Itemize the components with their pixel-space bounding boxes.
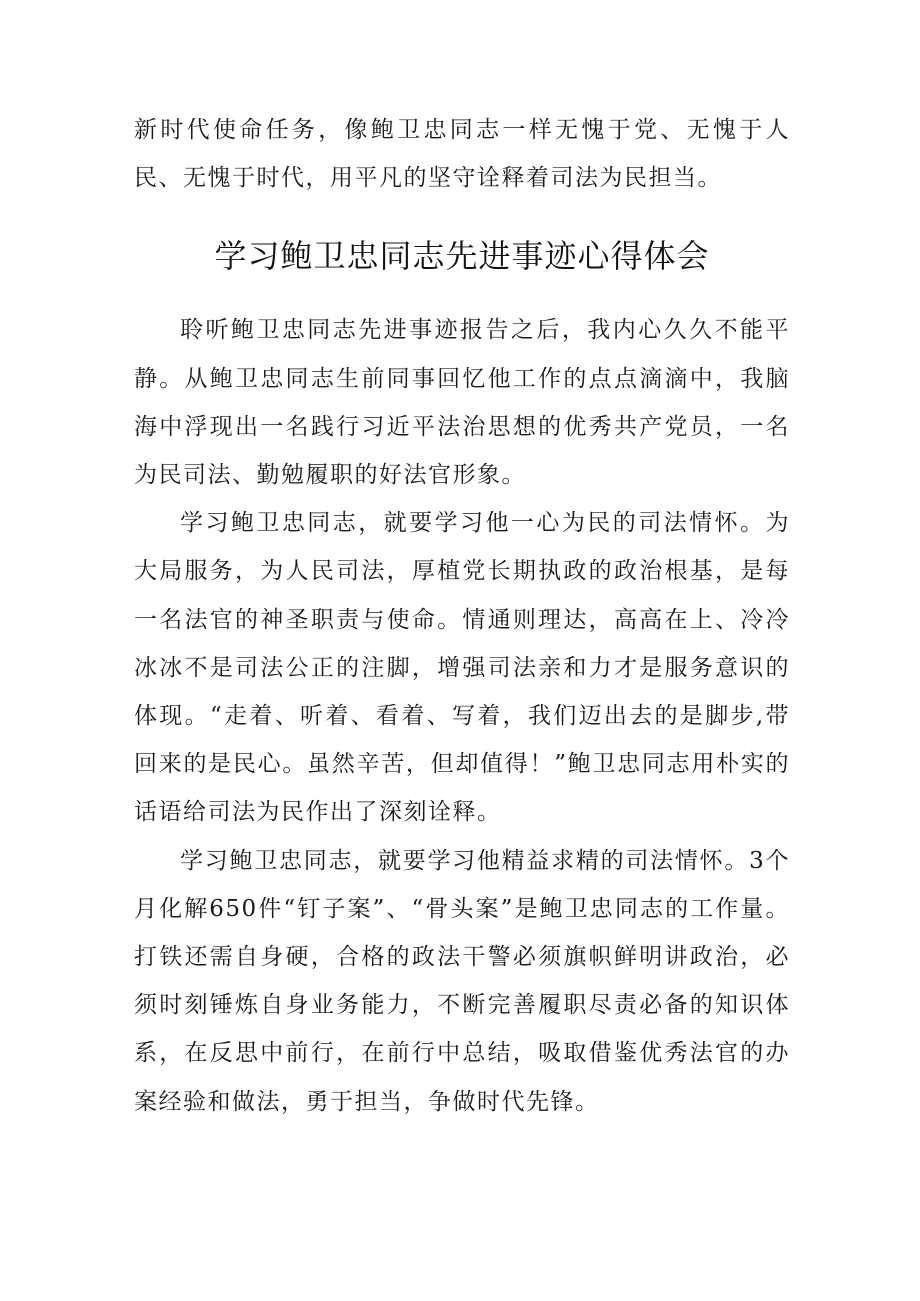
document-body	[134, 106, 790, 1126]
intro-paragraph: 新时代使命任务，像鲍卫忠同志一样无愧于党、无愧于人民、无愧于时代，用平凡的坚守诠释着司法为民担当。	[134, 117, 790, 192]
body-paragraph-1: 聆听鲍卫忠同志先进事迹报告之后，我内心久久不能平静。从鲍卫忠同志生前同事回忆他工作的点点滴滴中，我脑海中浮现出一名践行习近平法治思想的优秀共产党员，一名为民司法、勤勉履职的好法官形象。	[134, 317, 790, 489]
document-title: 学习鲍卫忠同志先进事迹心得体会	[214, 237, 710, 276]
body-paragraph-3: 学习鲍卫忠同志，就要学习他精益求精的司法情怀。3个月化解650件“钉子案”、“骨头案”是鲍卫忠同志的工作量。打铁还需自身硬，合格的政法干警必须旗帜鲜明讲政治，必须时刻锤炼自身业务能力，不断完善履职尽责必备的知识体系，在反思中前行，在前行中总结，吸取借鉴优秀法官的办案经验和做法，勇于担当，争做时代先锋。	[134, 847, 790, 1115]
body-paragraph-2: 学习鲍卫忠同志，就要学习他一心为民的司法情怀。为大局服务，为人民司法，厚植党长期执政的政治根基，是每一名法官的神圣职责与使命。情通则理达，高高在上、冷冷冰冰不是司法公正的注脚，增强司法亲和力才是服务意识的体现。“走着、听着、看着、写着，我们迈出去的是脚步,带回来的是民心。虽然辛苦，但却值得！”鲍卫忠同志用朴实的话语给司法为民作出了深刻诠释。	[134, 510, 790, 826]
